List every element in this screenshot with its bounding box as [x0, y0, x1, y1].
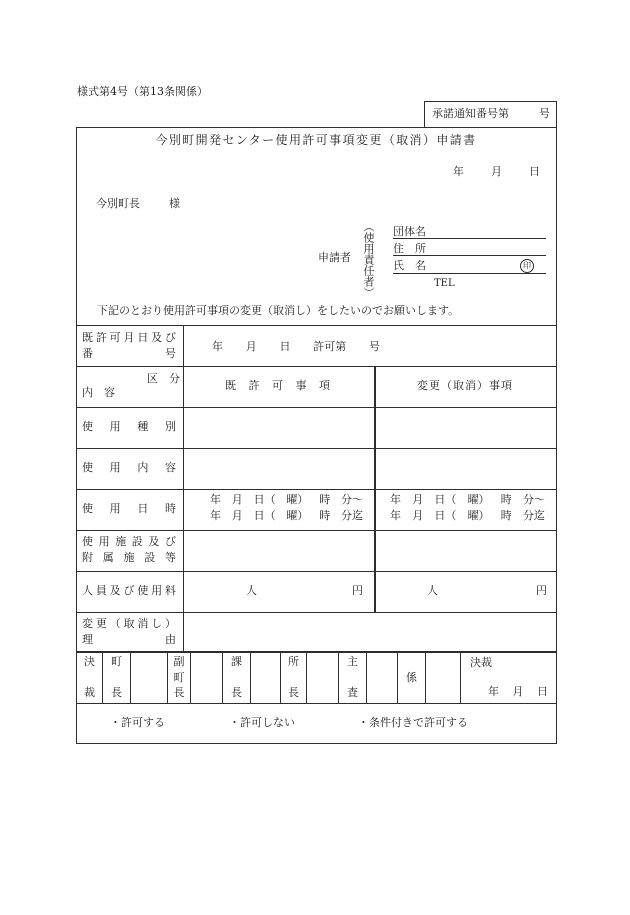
option-deny: ・許可しない — [229, 716, 295, 729]
glyph: 設 — [131, 535, 143, 548]
glyph: 既 — [82, 331, 93, 344]
people-fee-label — [82, 585, 176, 596]
glyph: 附 — [82, 551, 93, 564]
table-row-rule — [76, 571, 557, 572]
glyph: 時 — [319, 493, 331, 506]
glyph: 用 — [109, 420, 121, 433]
glyph: 別 — [164, 420, 176, 433]
usage-type-label — [82, 421, 176, 432]
addressee — [96, 198, 180, 209]
approval-cell-rule — [366, 652, 367, 703]
facilities-label-line1 — [82, 536, 176, 547]
glyph: 変 — [82, 617, 93, 630]
glyph: 日（ — [434, 493, 457, 506]
existing-items-header — [225, 380, 330, 391]
glyph: 料 — [164, 584, 176, 597]
form-number: 様式第4号（第13条関係） — [77, 85, 208, 98]
glyph: び — [164, 535, 176, 548]
approval-decision-cell — [77, 656, 102, 698]
change-people-unit: 人 — [427, 584, 438, 597]
glyph: 時 — [500, 493, 512, 506]
glyph: 日（ — [434, 509, 457, 522]
glyph: 容 — [104, 386, 115, 399]
glyph: 番 — [82, 347, 93, 360]
glyph: 分迄 — [522, 509, 545, 522]
option-conditional: ・条件付きで許可する — [358, 716, 468, 729]
glyph: 曜） — [467, 493, 490, 506]
glyph: 種 — [137, 420, 149, 433]
option-approve: ・許可する — [110, 716, 165, 729]
glyph: 月 — [231, 509, 243, 522]
glyph: 使 — [82, 420, 93, 433]
corner-header-bottom — [82, 387, 115, 398]
glyph: 月 — [231, 493, 243, 506]
existing-fee-unit: 円 — [352, 584, 363, 597]
request-statement: 下記のとおり使用許可事項の変更（取消し）をしたいのでお願いします。 — [97, 304, 460, 317]
glyph: 人 — [82, 584, 93, 597]
table-row-rule — [76, 612, 557, 613]
glyph: 用 — [109, 461, 121, 474]
glyph: 既 — [225, 379, 236, 392]
glyph: 査 — [347, 686, 358, 699]
glyph: 許 — [95, 331, 107, 344]
glyph: ） — [164, 617, 176, 630]
glyph: 施 — [115, 535, 127, 548]
glyph: 年 — [488, 685, 499, 698]
glyph: び — [123, 584, 135, 597]
glyph: 月 — [412, 493, 424, 506]
notice-box-top-rule — [424, 101, 557, 102]
applicant-role-note: （使用責任者） — [362, 221, 375, 298]
glyph: 時 — [319, 509, 331, 522]
glyph: 属 — [102, 551, 114, 564]
glyph: 長 — [231, 686, 242, 699]
approval-cell-rule — [130, 652, 131, 703]
glyph: 号 — [369, 340, 380, 353]
existing-datetime-until — [210, 510, 363, 521]
glyph: 長 — [173, 686, 185, 699]
glyph: 日 — [537, 685, 548, 698]
address-label: 住 所 — [393, 242, 426, 255]
change-datetime-until — [390, 510, 545, 521]
existing-datetime-from — [210, 494, 363, 505]
table-row-rule — [76, 407, 557, 408]
page-title: 今別町開発センター使用許可事項変更（取消）申請書 — [155, 133, 477, 147]
glyph: 長 — [288, 686, 299, 699]
approval-top-rule — [76, 651, 557, 653]
glyph: 項 — [319, 379, 330, 392]
glyph: し — [151, 617, 163, 630]
decision-label: 決裁 — [470, 656, 492, 669]
glyph: 及 — [151, 331, 163, 344]
glyph: 年 — [390, 509, 401, 522]
glyph: 分〜 — [522, 493, 545, 506]
glyph: 時 — [164, 502, 176, 515]
glyph: 分〜 — [340, 493, 363, 506]
glyph: 町 — [173, 670, 185, 684]
glyph: 曜） — [286, 509, 309, 522]
glyph: 所 — [288, 655, 299, 668]
approval-mayor-cell — [103, 656, 130, 698]
name-underline — [393, 273, 546, 274]
application-date — [453, 166, 540, 177]
glyph: 年 — [210, 493, 221, 506]
glyph: 課 — [231, 655, 242, 668]
glyph: 長 — [111, 686, 122, 699]
glyph: 号 — [165, 347, 176, 360]
glyph: 日 — [279, 340, 291, 353]
glyph: 用 — [109, 502, 121, 515]
seal-icon: 印 — [520, 259, 534, 273]
glyph: 可 — [109, 331, 121, 344]
approval-director-cell — [281, 656, 306, 698]
glyph: 使 — [82, 502, 93, 515]
reason-label-line1 — [82, 618, 176, 629]
glyph: 月 — [123, 331, 135, 344]
glyph: 区 — [147, 372, 158, 385]
glyph: （ — [109, 617, 121, 630]
glyph: 用 — [98, 535, 110, 548]
glyph: 許可第 — [313, 340, 347, 353]
glyph: 事 — [295, 379, 307, 392]
label-column-rule — [183, 325, 184, 652]
existing-people-unit: 人 — [246, 584, 257, 597]
group-label: 団体名 — [393, 225, 426, 238]
permit-label-line1 — [82, 332, 176, 343]
glyph: 及 — [109, 584, 121, 597]
glyph: 使 — [137, 584, 149, 597]
glyph: 更 — [95, 617, 107, 630]
tel-label: TEL — [434, 278, 455, 289]
glyph: 副 — [173, 655, 185, 668]
glyph: 可 — [272, 379, 283, 392]
glyph: 施 — [123, 551, 135, 564]
glyph: 月 — [491, 165, 502, 178]
glyph: 使 — [82, 535, 93, 548]
glyph: 曜） — [467, 509, 490, 522]
approval-supervisor-cell — [339, 656, 366, 698]
glyph: 月 — [512, 685, 524, 698]
table-row-rule — [76, 489, 557, 490]
reason-label-line2 — [82, 634, 176, 645]
glyph: 月 — [245, 340, 257, 353]
change-datetime-from — [390, 494, 545, 505]
corner-header-top — [147, 373, 180, 384]
glyph: 員 — [95, 584, 107, 597]
glyph: 年 — [390, 493, 401, 506]
glyph: 日 — [529, 165, 540, 178]
glyph: 時 — [500, 509, 512, 522]
approval-section-chief-cell — [223, 656, 250, 698]
outer-right-rule — [556, 101, 557, 744]
decision-date — [488, 686, 548, 697]
outer-top-rule — [76, 127, 557, 128]
facilities-label-line2 — [82, 552, 176, 563]
glyph: 年 — [453, 165, 464, 178]
glyph: 日 — [137, 502, 149, 515]
usage-datetime-label — [82, 503, 176, 514]
applicant-label: 申請者 — [318, 251, 351, 264]
approval-cell-rule — [425, 652, 426, 703]
glyph: び — [164, 331, 176, 344]
group-underline — [393, 238, 546, 239]
glyph: 用 — [151, 584, 163, 597]
middle-column-rule — [374, 366, 376, 612]
approval-cell-rule — [250, 652, 251, 703]
approval-cell-rule — [190, 652, 191, 703]
table-row-rule — [76, 448, 557, 449]
approval-deputy-mayor-cell — [168, 656, 190, 698]
glyph: 日（ — [253, 509, 276, 522]
glyph: 許 — [248, 379, 260, 392]
glyph: 分 — [169, 372, 180, 385]
glyph: 分迄 — [340, 509, 363, 522]
table-row-rule — [76, 325, 557, 326]
glyph: 等 — [165, 551, 176, 564]
notice-number-label: 承諾通知番号第 — [432, 107, 509, 120]
permit-value — [212, 341, 380, 352]
change-items-header: 変更（取消）事項 — [417, 379, 513, 392]
notice-box-left-rule — [424, 101, 425, 127]
glyph: 日 — [137, 331, 149, 344]
addressee-name: 今別町長 — [96, 197, 140, 210]
approval-bottom-rule — [76, 703, 557, 704]
glyph: 使 — [82, 461, 93, 474]
glyph: 曜） — [286, 493, 309, 506]
addressee-honorific: 様 — [169, 197, 180, 210]
glyph: 取 — [123, 617, 135, 630]
approval-cell-rule — [306, 652, 307, 703]
table-row-rule — [76, 530, 557, 531]
glyph: 設 — [144, 551, 156, 564]
glyph: 消 — [137, 617, 149, 630]
glyph: 主 — [347, 655, 358, 668]
glyph: 年 — [212, 340, 223, 353]
permit-label-line2 — [82, 348, 176, 359]
glyph: 係 — [406, 670, 417, 684]
approval-cell-rule — [460, 652, 461, 703]
glyph: 決 — [84, 655, 95, 668]
glyph: 容 — [164, 461, 176, 474]
glyph: 年 — [210, 509, 221, 522]
name-label: 氏 名 — [393, 259, 426, 272]
approval-staff-cell — [398, 656, 425, 698]
usage-content-label — [82, 462, 176, 473]
glyph: 日（ — [253, 493, 276, 506]
glyph: 月 — [412, 509, 424, 522]
glyph: 内 — [137, 461, 149, 474]
change-fee-unit: 円 — [536, 584, 547, 597]
glyph: 内 — [82, 386, 93, 399]
glyph: 理 — [82, 633, 93, 646]
address-underline — [393, 255, 546, 256]
table-row-rule — [76, 366, 557, 367]
glyph: 町 — [111, 655, 122, 668]
notice-number-suffix: 号 — [539, 107, 550, 120]
glyph: 及 — [148, 535, 160, 548]
glyph: 由 — [165, 633, 176, 646]
outer-bottom-rule — [76, 743, 557, 744]
glyph: 裁 — [84, 686, 95, 699]
